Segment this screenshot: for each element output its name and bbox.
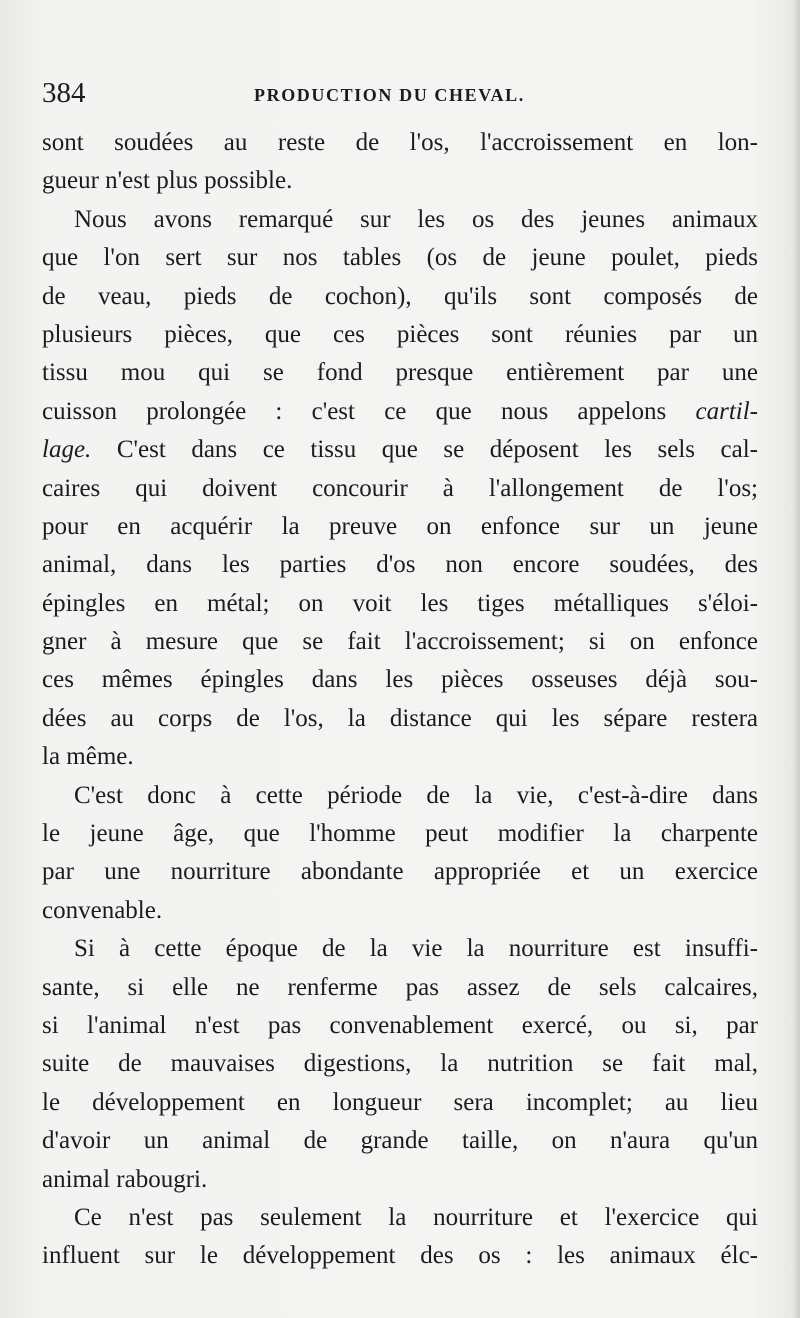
text-segment: cuisson prolongée : c'est ce que nous appelons <box>42 397 667 425</box>
text-line: le développement en longueur sera incomplet; au lieu <box>42 1088 758 1116</box>
text-line: animal, dans les parties d'os non encore soudées, des <box>42 551 758 579</box>
text-line: Ce n'est pas seulement la nourriture et l'exercice qui <box>74 1203 758 1231</box>
text-line: Si à cette époque de la vie la nourriture est insuffi- <box>74 935 758 963</box>
running-title: PRODUCTION DU CHEVAL. <box>254 85 525 105</box>
text-line <box>42 393 758 431</box>
text-line: si l'animal n'est pas convenablement exercé, ou si, par <box>42 1011 758 1039</box>
text-line: gner à mesure que se fait l'accroissement; si on enfonce <box>42 628 758 656</box>
running-head <box>42 74 758 114</box>
body-text <box>42 124 758 1276</box>
text-line: ces mêmes épingles dans les pièces osseuses déjà sou- <box>42 666 758 694</box>
page-number: 384 <box>42 77 86 109</box>
text-line: épingles en métal; on voit les tiges métalliques s'éloi- <box>42 589 758 617</box>
text-line: caires qui doivent concourir à l'allongement de l'os; <box>42 474 758 502</box>
text-line: sante, si elle ne renferme pas assez de sels calcaires, <box>42 973 758 1001</box>
page-edge-shadow <box>792 0 800 1318</box>
text-line: tissu mou qui se fond presque entièrement par une <box>42 359 758 387</box>
text-line: dées au corps de l'os, la distance qui les sépare restera <box>42 704 758 732</box>
text-line: gueur n'est plus possible. <box>42 167 293 195</box>
text-segment: C'est dans ce tissu que se déposent les sels cal- <box>116 436 758 464</box>
italic-term: cartil- <box>695 397 758 425</box>
text-line: par une nourriture abondante appropriée et un exercice <box>42 858 758 886</box>
text-line <box>42 431 758 469</box>
text-line: animal rabougri. <box>42 1165 208 1193</box>
italic-term: lage. <box>42 436 92 464</box>
text-line: que l'on sert sur nos tables (os de jeune poulet, pieds <box>42 244 758 272</box>
text-line: le jeune âge, que l'homme peut modifier la charpente <box>42 820 758 848</box>
text-line: C'est donc à cette période de la vie, c'est-à-dire dans <box>74 781 758 809</box>
text-line: convenable. <box>42 896 163 924</box>
text-line: plusieurs pièces, que ces pièces sont réunies par un <box>42 320 758 348</box>
text-line: Nous avons remarqué sur les os des jeunes animaux <box>74 205 758 233</box>
text-line: pour en acquérir la preuve on enfonce sur un jeune <box>42 512 758 540</box>
text-line: de veau, pieds de cochon), qu'ils sont composés de <box>42 282 758 310</box>
text-line: la même. <box>42 743 134 771</box>
text-line: d'avoir un animal de grande taille, on n'aura qu'un <box>42 1127 758 1155</box>
text-line: suite de mauvaises digestions, la nutrition se fait mal, <box>42 1050 758 1078</box>
text-line: influent sur le développement des os : les animaux élc- <box>42 1242 758 1270</box>
text-line: sont soudées au reste de l'os, l'accroissement en lon- <box>42 129 758 156</box>
